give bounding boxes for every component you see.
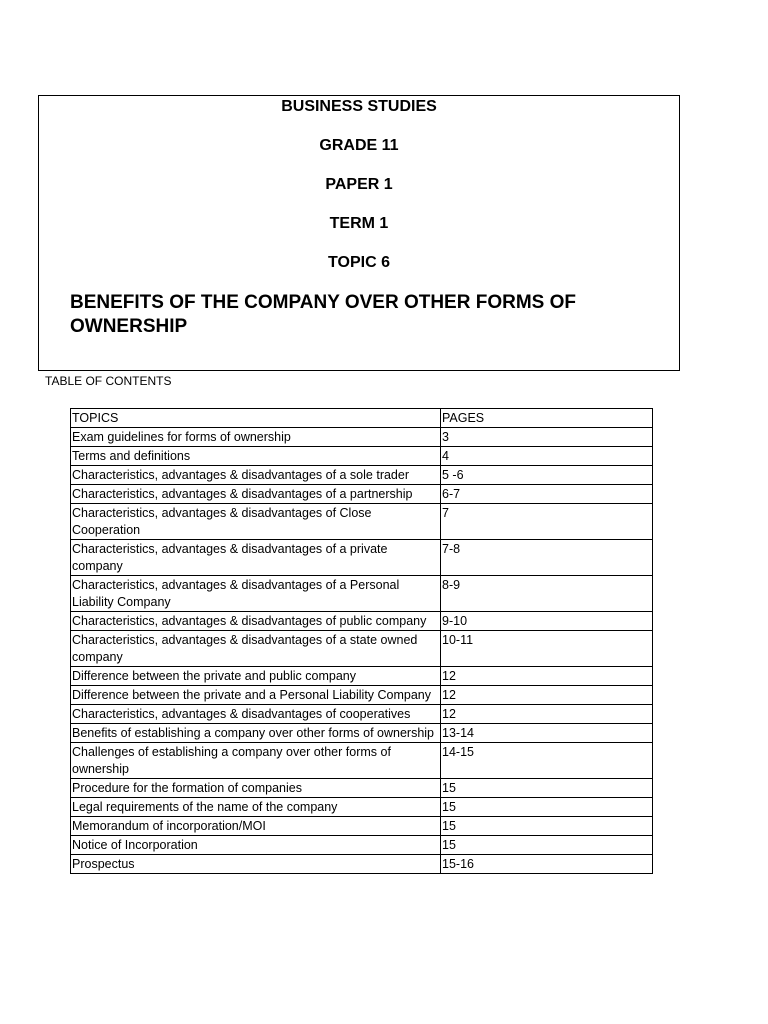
topic-cell: Notice of Incorporation <box>71 836 441 855</box>
term-heading: TERM 1 <box>329 215 389 232</box>
toc-label: TABLE OF CONTENTS <box>45 374 172 388</box>
pages-cell: 14-15 <box>441 743 653 779</box>
pages-cell: 15 <box>441 798 653 817</box>
table-row <box>71 686 653 705</box>
table-row <box>71 836 653 855</box>
pages-cell: 12 <box>441 667 653 686</box>
pages-cell: 7-8 <box>441 540 653 576</box>
grade-heading: GRADE 11 <box>319 137 399 154</box>
table-row <box>71 798 653 817</box>
table-row <box>71 612 653 631</box>
topic-cell: Difference between the private and public company <box>71 667 441 686</box>
topic-heading: TOPIC 6 <box>328 254 390 271</box>
topic-cell: Characteristics, advantages & disadvantages of public company <box>71 612 441 631</box>
table-row <box>71 466 653 485</box>
topic-cell: Challenges of establishing a company over other forms of ownership <box>71 743 441 779</box>
pages-cell: 15 <box>441 836 653 855</box>
pages-cell: 12 <box>441 686 653 705</box>
title-box <box>38 95 680 371</box>
toc-table <box>70 408 653 874</box>
topic-cell: Characteristics, advantages & disadvantages of Close Cooperation <box>71 504 441 540</box>
topic-cell: Characteristics, advantages & disadvantages of a partnership <box>71 485 441 504</box>
document-title: BENEFITS OF THE COMPANY OVER OTHER FORMS OF OWNERSHIP <box>70 292 576 337</box>
pages-cell: 7 <box>441 504 653 540</box>
topic-cell: Exam guidelines for forms of ownership <box>71 428 441 447</box>
paper-heading: PAPER 1 <box>325 176 393 193</box>
topics-column-header: TOPICS <box>71 409 441 428</box>
subject-heading: BUSINESS STUDIES <box>281 98 437 115</box>
topic-cell: Benefits of establishing a company over other forms of ownership <box>71 724 441 743</box>
topic-cell: Procedure for the formation of companies <box>71 779 441 798</box>
table-row <box>71 779 653 798</box>
topic-cell: Legal requirements of the name of the company <box>71 798 441 817</box>
topic-cell: Characteristics, advantages & disadvantages of a state owned company <box>71 631 441 667</box>
pages-cell: 6-7 <box>441 485 653 504</box>
pages-cell: 3 <box>441 428 653 447</box>
pages-cell: 8-9 <box>441 576 653 612</box>
table-row <box>71 724 653 743</box>
pages-cell: 13-14 <box>441 724 653 743</box>
table-row <box>71 743 653 779</box>
table-row <box>71 447 653 466</box>
pages-cell: 10-11 <box>441 631 653 667</box>
table-row <box>71 631 653 667</box>
table-header-row <box>71 409 653 428</box>
table-row <box>71 428 653 447</box>
pages-cell: 15 <box>441 779 653 798</box>
topic-cell: Characteristics, advantages & disadvantages of a Personal Liability Company <box>71 576 441 612</box>
topic-cell: Memorandum of incorporation/MOI <box>71 817 441 836</box>
table-row <box>71 705 653 724</box>
table-row <box>71 485 653 504</box>
table-row <box>71 576 653 612</box>
pages-cell: 15 <box>441 817 653 836</box>
pages-column-header: PAGES <box>441 409 653 428</box>
pages-cell: 12 <box>441 705 653 724</box>
topic-cell: Characteristics, advantages & disadvantages of a private company <box>71 540 441 576</box>
topic-cell: Characteristics, advantages & disadvantages of cooperatives <box>71 705 441 724</box>
table-row <box>71 504 653 540</box>
pages-cell: 9-10 <box>441 612 653 631</box>
topic-cell: Terms and definitions <box>71 447 441 466</box>
table-row <box>71 667 653 686</box>
table-row <box>71 855 653 874</box>
pages-cell: 4 <box>441 447 653 466</box>
pages-cell: 5 -6 <box>441 466 653 485</box>
topic-cell: Prospectus <box>71 855 441 874</box>
table-row <box>71 817 653 836</box>
table-row <box>71 540 653 576</box>
topic-cell: Difference between the private and a Personal Liability Company <box>71 686 441 705</box>
topic-cell: Characteristics, advantages & disadvantages of a sole trader <box>71 466 441 485</box>
pages-cell: 15-16 <box>441 855 653 874</box>
